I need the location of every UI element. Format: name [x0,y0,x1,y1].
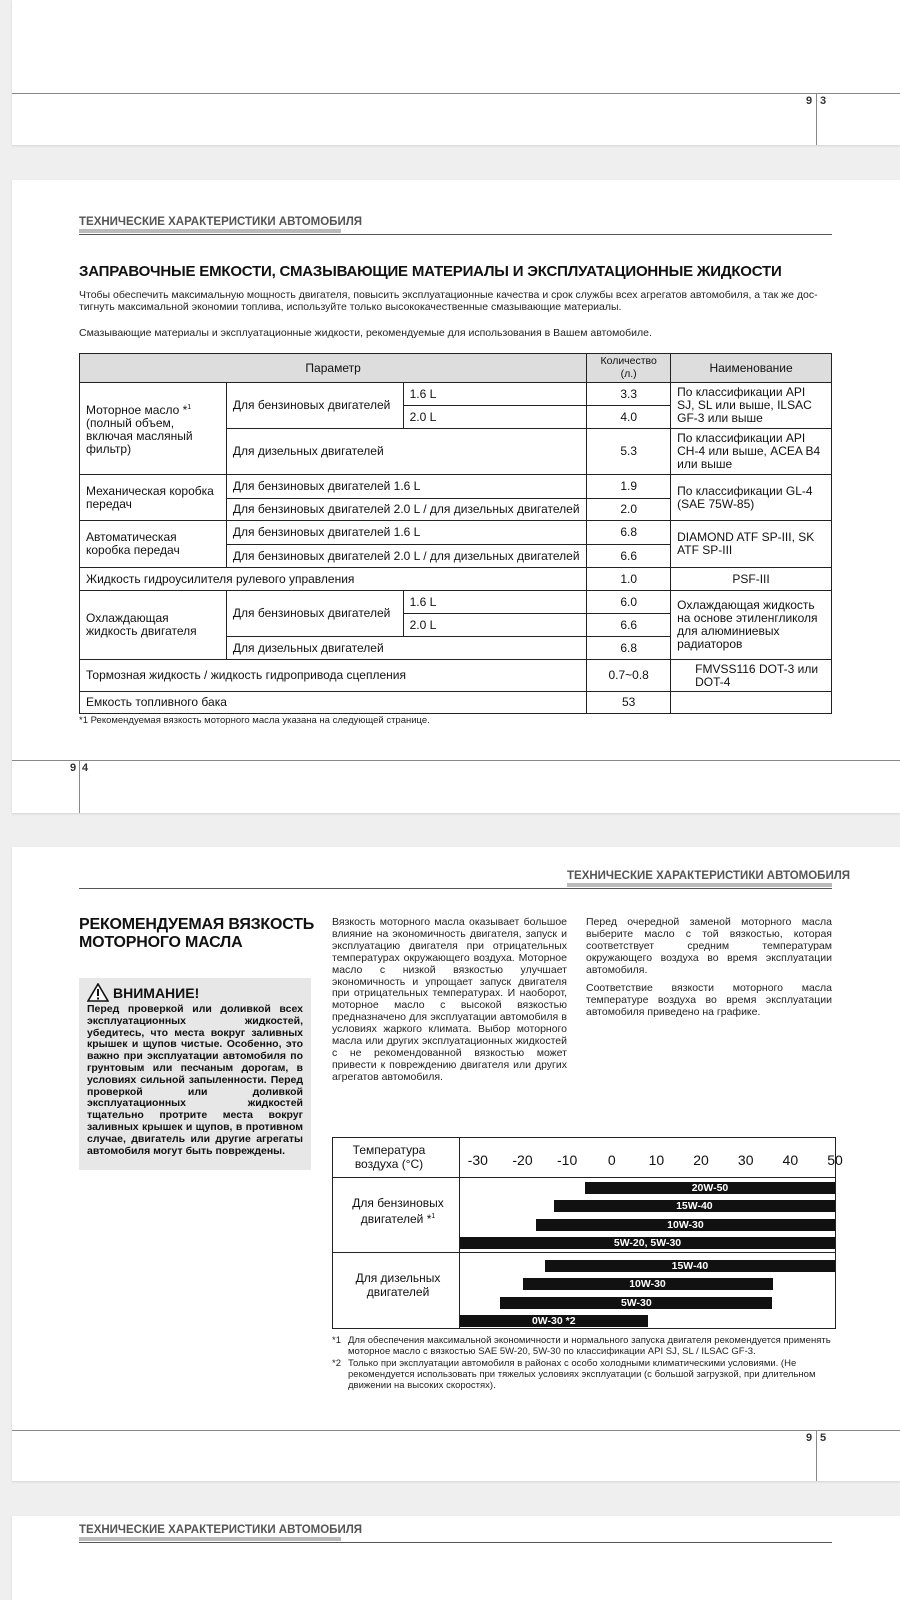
section-label-bar [567,883,832,887]
spec-value: По классификации API SJ, SL или выше, ILSAC GF-3 или выше [671,383,832,429]
intro-text: Смазывающие материалы и эксплуатационные жидкости, рекомендуемые для использования в Вашем автомобиле. [79,327,652,339]
body-text: Соответствие вязкости моторного масла температуре воздуха во время эксплуатации автомобиля приведено на графике. [586,982,832,1018]
table-row [80,692,832,714]
warning-icon [87,983,109,1002]
viscosity-title: РЕКОМЕНДУЕМАЯ ВЯЗКОСТЬ [79,916,315,933]
qty-value: 6.8 [587,637,671,660]
footnote-mark: *1 [332,1335,341,1346]
row-label: Для дизельных двигателей [226,637,586,660]
page-number-left: 9 [70,762,77,774]
section-label: ТЕХНИЧЕСКИЕ ХАРАКТЕРИСТИКИ АВТОМОБИЛЯ [79,1524,363,1536]
engine-oil-label-rest: (полный объем, включая масляный фильтр) [86,416,193,456]
engine-oil-diesel: Для дизельных двигателей [226,429,586,475]
header-name: Наименование [671,354,832,383]
divider [12,1430,900,1431]
tick-label: 40 [782,1152,799,1168]
table-row [80,521,832,545]
qty-value: 6.6 [587,614,671,637]
header-qty: Количество (л.) [587,354,671,383]
tick-label: 10 [648,1152,665,1168]
qty-value: 3.3 [587,383,671,406]
group-label-diesel: Для дизельных двигателей [355,1271,441,1299]
footnote-2 [332,1358,832,1391]
warning-box [79,978,311,1170]
coolant-label: Охлаждающая жидкость двигателя [80,591,227,660]
tick-label: 50 [827,1152,843,1168]
qty-value: 1.9 [587,475,671,499]
divider [79,234,832,235]
section-label: ТЕХНИЧЕСКИЕ ХАРАКТЕРИСТИКИ АВТОМОБИЛЯ [567,870,851,882]
engine-oil-label [80,383,227,475]
footnote-text: Для обеспечения максимальной экономичности и нормального запуска двигателя рекомендуется применять моторное масло с вязкостью SAE 5W-20, 5W-30 по классификации API SJ, SL / ILSAC GF-3. [348,1335,831,1357]
temperature-axis-label: Температура воздуха (°C) [352,1143,426,1171]
group-label-text: Для бензиновых двигателей * [352,1196,444,1226]
spec-value: DIAMOND ATF SP-III, SK ATF SP-III [671,521,832,568]
qty-value: 0.7~0.8 [587,660,671,692]
capacities-table [79,353,832,714]
coolant-petrol: Для бензиновых двигателей [226,591,403,637]
group-label-petrol [343,1196,453,1226]
footnote-mark: *2 [332,1358,341,1369]
viscosity-bar: 15W-40 [554,1200,835,1212]
intro-text: Чтобы обеспечить максимальную мощность двигателя, повысить эксплуатационные качества и срок службы всех агрегатов автомобиля, а так же дос- [79,289,818,301]
table-header-row [80,354,832,383]
tick-label: -10 [557,1152,578,1168]
tick-label: 0 [607,1152,616,1168]
spec-value [671,692,832,714]
viscosity-title: МОТОРНОГО МАСЛА [79,934,243,951]
chart-divider [459,1138,460,1328]
table-row [80,568,832,591]
viscosity-bar: 10W-30 [523,1278,773,1290]
row-label: Для бензиновых двигателей 1.6 L [226,475,586,499]
engine-volume: 1.6 L [403,383,587,406]
spec-value: По классификации GL-4 (SAE 75W-85) [671,475,832,521]
divider [79,888,832,889]
page-94 [12,180,900,813]
page-93 [12,0,900,145]
row-label: Для бензиновых двигателей 2.0 L / для дизельных двигателей [226,545,586,568]
qty-value: 53 [587,692,671,714]
page-95 [12,847,900,1481]
header-param: Параметр [80,354,587,383]
page-number-left: 9 [806,95,813,107]
section-label-bar [79,229,341,233]
body-text: Перед очередной заменой моторного масла выберите масло с той вязкостью, которая соответствует средним температурам окружающего воздуха во время эксплуатации автомобиля. [586,916,832,976]
warning-heading [87,983,303,1002]
body-text: Вязкость моторного масла оказывает большое влияние на экономичность двигателя, запуск и эксплуатацию двигателя при отрицательных температурах окружающего воздуха. Моторное масло с низкой вязкостью улучшает экономичность и упрощает запуск двигателя при отрицательных температурах. И наоборот, моторное масло с высокой вязкостью предназначено для эксплуатации автомобиля в условиях жаркого климата. Выбор моторного масла или других эксплуатационных жидкостей с не рекомендованной вязкостью может привести к повреждению двигателя или других агрегатов автомобиля. [332,916,567,1083]
qty-value: 1.0 [587,568,671,591]
viscosity-bar: 20W-50 [585,1182,835,1194]
engine-volume: 2.0 L [403,614,587,637]
page-number-right: 4 [82,762,89,774]
divider [79,1542,832,1543]
viscosity-bar: 5W-30 [500,1297,772,1309]
divider [12,760,900,761]
page-96 [12,1516,900,1600]
engine-oil-petrol: Для бензиновых двигателей [226,383,403,429]
tick-label: -20 [512,1152,533,1168]
page-number-right: 5 [820,1432,827,1444]
divider [12,93,900,94]
table-row [80,660,832,692]
table-row [80,475,832,499]
engine-volume: 1.6 L [403,591,587,614]
table-row [80,591,832,614]
intro-text: тигнуть максимальной экономии топлива, используйте только высококачественные смазывающие материалы. [79,301,622,313]
row-label: Для бензиновых двигателей 2.0 L / для дизельных двигателей [226,499,586,521]
tick-label: 30 [737,1152,754,1168]
spec-value: По классификации API CH-4 или выше, ACEA B4 или выше [671,429,832,475]
divider [79,760,80,813]
spec-value: PSF-III [671,568,832,591]
viscosity-bar: 15W-40 [545,1260,835,1272]
tick-label: -30 [467,1152,488,1168]
divider [816,1430,817,1481]
engine-oil-label-text: Моторное масло * [86,403,188,417]
footnote-text: Только при эксплуатации автомобиля в районах с особо холодными климатическими условиями. (Не рекомендуется использовать при тяжелых условиях эксплуатации (с большой загрузкой, при длительном движении на высоких скоростях). [348,1358,816,1391]
page-number-left: 9 [806,1432,813,1444]
row-label: Жидкость гидроусилителя рулевого управления [80,568,587,591]
table-row [80,383,832,406]
qty-value: 6.0 [587,591,671,614]
row-label: Для бензиновых двигателей 1.6 L [226,521,586,545]
manual-label: Механическая коробка передач [80,475,227,521]
section-label-bar [79,1537,341,1541]
qty-value: 4.0 [587,406,671,429]
divider [816,93,817,145]
viscosity-bar: 10W-30 [536,1219,835,1231]
qty-value: 2.0 [587,499,671,521]
warning-text: Перед проверкой или доливкой всех эксплуатационных жидкостей, убедитесь, что места вокруг заливных крышек и щупов чистые. Особенно, это важно при эксплуатации автомобиля по грунтовым или песчаным дорогам, в условиях сильной запыленности. Перед проверкой или доливкой эксплуатационных жидкостей тщательно протрите места вокруг заливных крышек и щупов, в противном случае, двигатель или другие агрегаты автомобиля могут быть повреждены. [87,1003,303,1157]
chart-divider [333,1252,835,1253]
footnote-1 [332,1335,832,1357]
spec-value: Охлаждающая жидкость на основе этиленгликоля для алюминиевых радиаторов [671,591,832,660]
auto-label: Автоматическая коробка передач [80,521,227,568]
qty-value: 6.8 [587,521,671,545]
footnote-mark: 1 [187,404,192,411]
warning-title: ВНИМАНИЕ! [113,984,200,1001]
row-label: Емкость топливного бака [80,692,587,714]
section-label: ТЕХНИЧЕСКИЕ ХАРАКТЕРИСТИКИ АВТОМОБИЛЯ [79,216,363,228]
engine-volume: 2.0 L [403,406,587,429]
tick-label: 20 [693,1152,709,1168]
spec-value: FMVSS116 DOT-3 или DOT-4 [671,660,832,692]
page-number-right: 3 [820,95,827,107]
viscosity-chart [332,1137,843,1329]
row-label: Тормозная жидкость / жидкость гидропривода сцепления [80,660,587,692]
qty-value: 5.3 [587,429,671,475]
footnote-mark: 1 [431,1213,436,1220]
chart-divider [333,1177,835,1178]
viscosity-bar: 5W-20, 5W-30 [460,1237,835,1249]
page-title: ЗАПРАВОЧНЫЕ ЕМКОСТИ, СМАЗЫВАЮЩИЕ МАТЕРИАЛЫ И ЭКСПЛУАТАЦИОННЫЕ ЖИДКОСТИ [79,263,782,280]
footnote: *1 Рекомендуемая вязкость моторного масла указана на следующей странице. [79,715,430,726]
viscosity-bar: 0W-30 *2 [460,1315,648,1327]
qty-value: 6.6 [587,545,671,568]
